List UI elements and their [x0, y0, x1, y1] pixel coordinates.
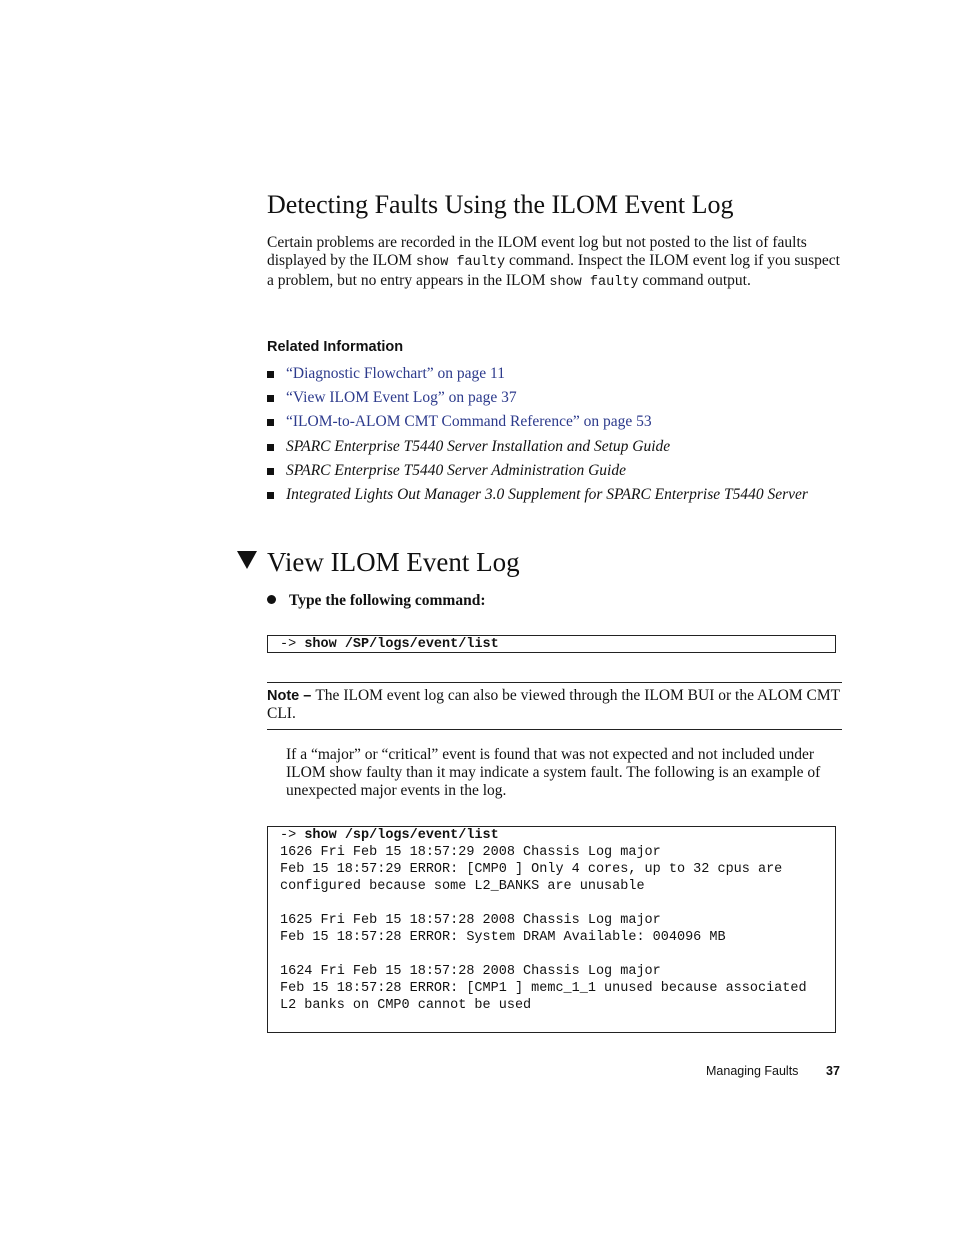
note-text: The ILOM event log can also be viewed through the ILOM BUI or the ALOM CMT CLI. [267, 687, 840, 723]
related-item-diagnostic-flowchart [267, 362, 847, 386]
note-box [267, 682, 842, 730]
related-item-ilom-supplement [267, 483, 847, 507]
example-code [280, 827, 823, 1014]
command-text: show /SP/logs/event/list [304, 637, 499, 652]
intro-paragraph [267, 234, 842, 293]
intro-code-2: show faulty [549, 275, 639, 291]
command-box [267, 635, 836, 653]
doc-title-ilom-supplement: Integrated Lights Out Manager 3.0 Supplement for SPARC Enterprise T5440 Server [286, 485, 808, 503]
bullet-square-icon [267, 419, 274, 426]
bullet-square-icon [267, 395, 274, 402]
command-line [280, 636, 823, 653]
related-item-command-reference [267, 410, 847, 434]
intro-code-1: show faulty [415, 255, 506, 271]
doc-title-admin-guide: SPARC Enterprise T5440 Server Administration Guide [286, 461, 626, 479]
section-title: Detecting Faults Using the ILOM Event Log [267, 190, 734, 219]
log-line: L2 banks on CMP0 cannot be used [280, 998, 532, 1013]
log-line: Feb 15 18:57:29 ERROR: [CMP0 ] Only 4 cores, up to 32 cpus are [280, 862, 783, 877]
bullet-square-icon [267, 492, 274, 499]
related-item-install-guide [267, 435, 847, 459]
doc-title-install-guide: SPARC Enterprise T5440 Server Installation and Setup Guide [286, 437, 671, 455]
related-info-heading: Related Information [267, 339, 404, 355]
log-line: configured because some L2_BANKS are unusable [280, 879, 645, 894]
command-prompt: -> [280, 637, 305, 652]
footer-chapter: Managing Faults [706, 1064, 799, 1078]
step-text: Type the following command: [289, 592, 486, 609]
procedure-title: View ILOM Event Log [267, 547, 520, 577]
example-paragraph: If a “major” or “critical” event is found that was not expected and not included under ILOM show faulty than it may indicate a system fault. The following is an example of unexpected major events in the log. [286, 746, 821, 800]
note-label: Note – [267, 688, 316, 704]
related-item-admin-guide [267, 459, 847, 483]
bullet-square-icon [267, 468, 274, 475]
example-command: show /sp/logs/event/list [304, 828, 499, 843]
triangle-down-icon [237, 551, 257, 569]
related-info-list [267, 362, 847, 507]
intro-text-1: Certain problems are recorded in the ILOM event log but not posted to the list of faults displayed by the ILOM [267, 234, 807, 270]
bullet-square-icon [267, 444, 274, 451]
log-line: 1624 Fri Feb 15 18:57:28 2008 Chassis Log major [280, 964, 661, 979]
related-item-view-ilom-event-log [267, 386, 847, 410]
log-line: 1626 Fri Feb 15 18:57:29 2008 Chassis Log major [280, 845, 661, 860]
procedure-heading [237, 544, 520, 580]
link-diagnostic-flowchart[interactable]: “Diagnostic Flowchart” on page 11 [286, 365, 505, 382]
log-line: Feb 15 18:57:28 ERROR: System DRAM Available: 004096 MB [280, 930, 726, 945]
bullet-circle-icon [267, 595, 276, 604]
log-line: 1625 Fri Feb 15 18:57:28 2008 Chassis Log major [280, 913, 661, 928]
footer-page-number: 37 [826, 1064, 840, 1078]
log-line: Feb 15 18:57:28 ERROR: [CMP1 ] memc_1_1 unused because associated [280, 981, 807, 996]
intro-text-2: command. Inspect the ILOM event log if you suspect a problem, but no entry appears in the ILOM [267, 252, 840, 290]
bullet-square-icon [267, 371, 274, 378]
procedure-step [267, 592, 485, 610]
link-command-reference[interactable]: “ILOM-to-ALOM CMT Command Reference” on page 53 [286, 413, 652, 431]
intro-text-3: command output. [638, 272, 751, 290]
example-code-box [267, 826, 836, 1033]
link-view-ilom-event-log[interactable]: “View ILOM Event Log” on page 37 [286, 389, 517, 407]
example-prompt: -> [280, 828, 305, 843]
